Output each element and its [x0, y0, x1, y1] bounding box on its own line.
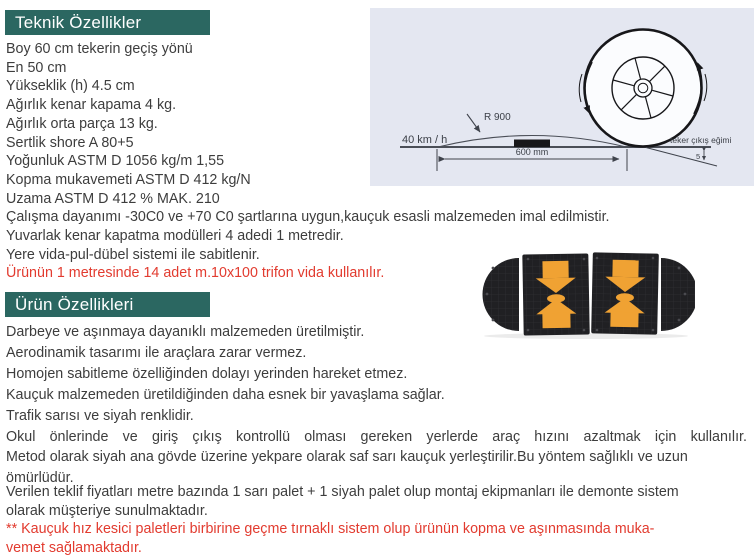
feature-line: Homojen sabitleme özelliğinden dolayı yerinden hareket etmez. — [6, 365, 408, 382]
feature-line-justified: Okul önlerinde ve giriş çıkış kontrollü olması gereken yerlerde araç hızını azaltmak için kullanılır. — [6, 428, 747, 445]
spec-line: Yoğunluk ASTM D 1056 kg/m 1,55 — [6, 153, 225, 170]
feature-line: Aerodinamik tasarımı ile araçlara zarar vermez. — [6, 344, 307, 361]
offer-line: olarak müşteriye sunulmaktadır. — [6, 502, 208, 519]
section-header-urun — [5, 292, 210, 317]
feature-line: Darbeye ve aşınmaya dayanıklı malzemeden üretilmiştir. — [6, 324, 365, 340]
red-footnote: ** Kauçuk hız kesici paletleri birbirine geçme tırnaklı sistem olup ürünün kopma ve aşınmasında muka- — [6, 521, 655, 538]
spec-line: Yükseklik (h) 4.5 cm — [6, 78, 135, 95]
speed-label: 40 km / h — [402, 134, 448, 146]
spec-line: Sertlik shore A 80+5 — [6, 134, 134, 151]
spec-line: Boy 60 cm tekerin geçiş yönü — [6, 41, 193, 57]
spec-line: En 50 cm — [6, 59, 67, 76]
feature-line: ömürlüdür. — [6, 470, 74, 487]
exit-slope-line — [646, 148, 717, 167]
rotation-mark-right — [704, 74, 707, 101]
feature-line: Trafik sarısı ve siyah renklidir. — [6, 407, 194, 424]
radius-label: R 900 — [484, 112, 511, 123]
spec-line: Uzama ASTM D 412 % MAK. 210 — [6, 190, 220, 207]
spec-line: Ağırlık kenar kapama 4 kg. — [6, 97, 177, 114]
feature-line: Metod olarak siyah ana gövde üzerine yekpare olarak saf sarı kauçuk yerleştirilir.Bu yöntem sağlıklı ve uzun — [6, 449, 688, 466]
spec-line: Kopma mukavemeti ASTM D 412 kg/N — [6, 171, 251, 188]
exit-slope-value: 5 — [696, 152, 701, 161]
section-title-teknik: Teknik Özellikler — [15, 13, 142, 32]
exit-slope-label: teker çıkış eğimi — [670, 135, 732, 145]
spec-line: Ağırlık orta parça 13 kg. — [6, 115, 158, 132]
urun-feature-list — [6, 322, 747, 489]
teknik-spec-list — [6, 40, 610, 283]
spec-line: Yuvarlak kenar kapatma modülleri 4 adedi 1 metredir. — [6, 228, 344, 245]
feature-line: Kauçuk malzemeden üretildiğinden daha esnek bir yavaşlama sağlar. — [6, 386, 445, 403]
red-footnote: vemet sağlamaktadır. — [6, 539, 142, 556]
width-dimension-label: 600 mm — [515, 147, 549, 157]
section-header-teknik — [5, 10, 210, 35]
offer-line: Verilen teklif fiyatları metre bazında 1 sarı palet + 1 siyah palet olup montaj ekipmanları ile demonte sistem — [6, 484, 679, 500]
red-note-screws: Ürünün 1 metresinde 14 adet m.10x100 trifon vida kullanılır. — [6, 265, 385, 282]
footer-notes — [6, 483, 679, 557]
spec-line: Yere vida-pul-dübel sistemi ile sabitlenir. — [6, 246, 260, 263]
spec-line: Çalışma dayanımı -30C0 ve +70 C0 şartlarına uygun,kauçuk esasli malzemeden imal edilmistir. — [6, 209, 610, 226]
section-title-urun: Ürün Özellikleri — [15, 295, 134, 314]
